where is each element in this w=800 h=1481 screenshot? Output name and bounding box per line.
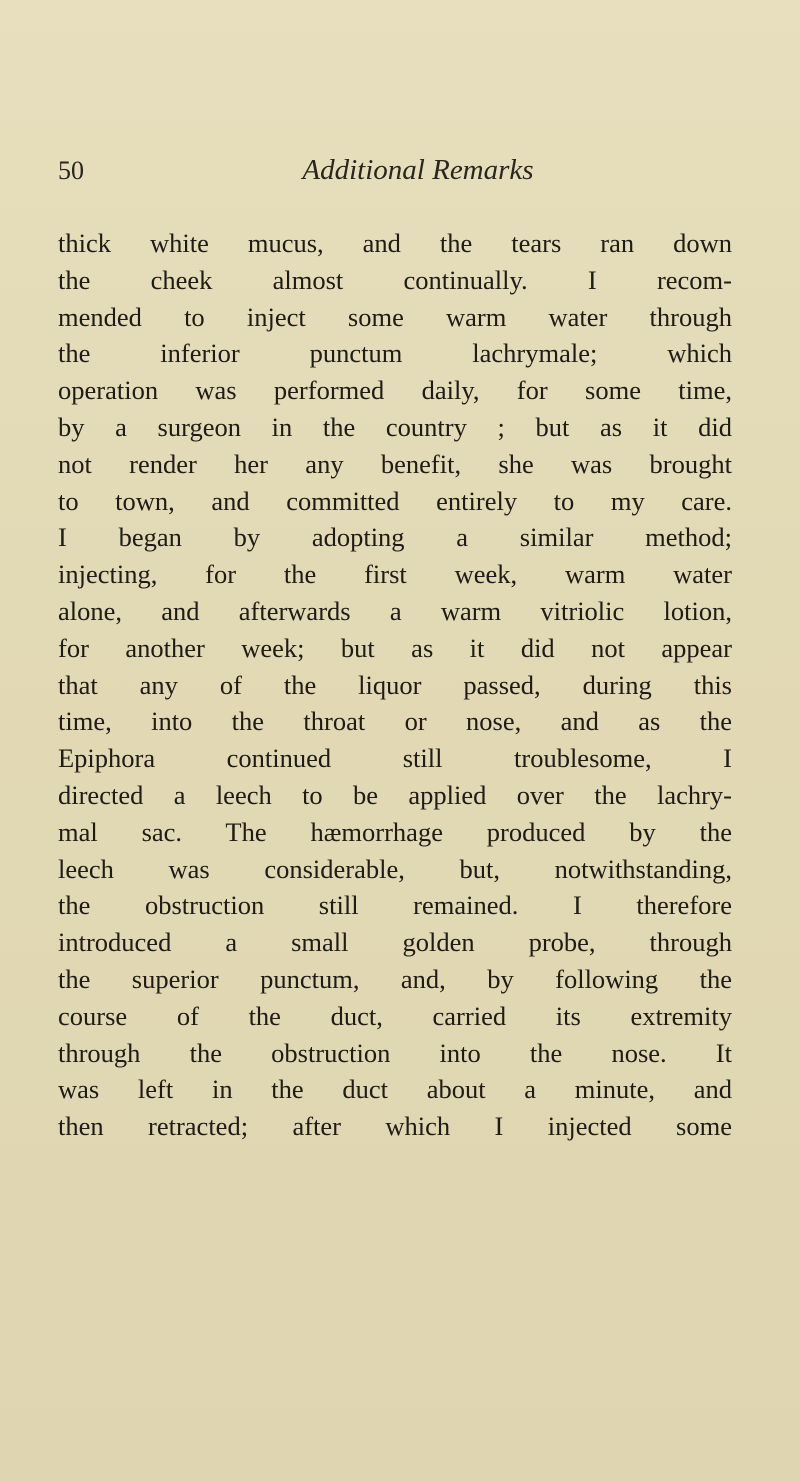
text-line: leech was considerable, but, notwithstanding,: [58, 853, 732, 884]
text-line: directed a leech to be applied over the lachry-: [58, 779, 732, 810]
text-line: by a surgeon in the country ; but as it did: [58, 411, 732, 442]
text-line: mended to inject some warm water through: [58, 301, 732, 332]
text-line: operation was performed daily, for some time,: [58, 375, 732, 406]
body-text: [58, 225, 732, 1145]
page-number: 50: [58, 156, 84, 185]
running-title: Additional Remarks: [302, 154, 534, 186]
text-line: to town, and committed entirely to my care.: [58, 485, 732, 516]
page-header: [58, 150, 758, 196]
text-line: the inferior punctum lachrymale; which: [58, 338, 732, 369]
text-line: Epiphora continued still troublesome, I: [58, 743, 732, 774]
text-line: the superior punctum, and, by following the: [58, 963, 732, 994]
text-line: the obstruction still remained. I therefore: [58, 890, 732, 921]
text-line: through the obstruction into the nose. It: [58, 1037, 732, 1068]
text-line: introduced a small golden probe, through: [58, 927, 732, 958]
text-line: mal sac. The hæmorrhage produced by the: [58, 816, 732, 847]
text-line: time, into the throat or nose, and as the: [58, 706, 732, 737]
text-line: the cheek almost continually. I recom-: [58, 264, 732, 295]
text-line: then retracted; after which I injected some: [58, 1111, 732, 1142]
text-line: course of the duct, carried its extremity: [58, 1000, 732, 1031]
text-line: was left in the duct about a minute, and: [58, 1074, 732, 1105]
text-line: I began by adopting a similar method;: [58, 522, 732, 553]
text-line: alone, and afterwards a warm vitriolic lotion,: [58, 595, 732, 626]
text-line: that any of the liquor passed, during this: [58, 669, 732, 700]
text-line: thick white mucus, and the tears ran down: [58, 228, 732, 258]
text-line: not render her any benefit, she was brought: [58, 448, 732, 479]
text-line: for another week; but as it did not appear: [58, 632, 732, 663]
text-line: injecting, for the first week, warm water: [58, 559, 732, 590]
